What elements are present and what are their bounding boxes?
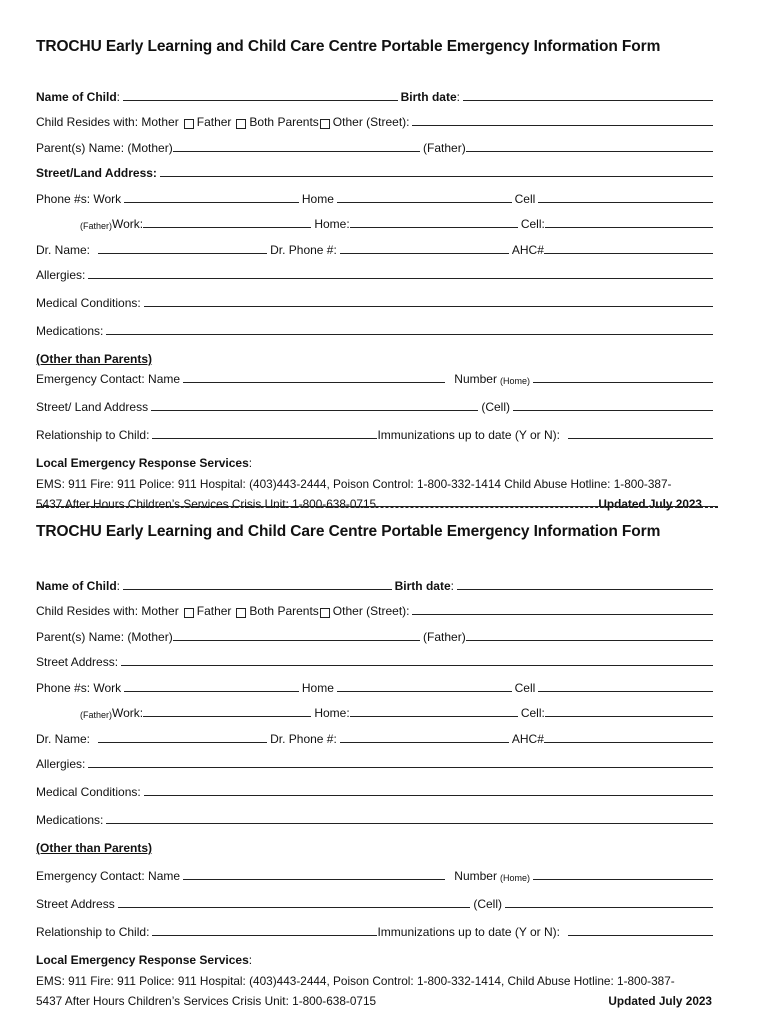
both-parents-checkbox[interactable]	[236, 608, 246, 618]
ahc-label: AHC#	[511, 242, 544, 257]
dr-name-label: Dr. Name:	[36, 731, 91, 746]
emergency-contact-row	[36, 855, 716, 883]
local-emergency-heading: Local Emergency Response Services	[36, 953, 249, 967]
local-emergency-row: Local Emergency Response Services :	[36, 456, 253, 470]
relationship-label: Relationship to Child:	[36, 428, 150, 442]
medications-row	[36, 799, 716, 827]
medications-field[interactable]	[106, 823, 713, 824]
medications-label: Medications:	[36, 324, 104, 338]
other-street-label: Other (Street):	[332, 604, 410, 618]
child-name-field[interactable]	[123, 100, 398, 101]
allergies-label: Allergies:	[36, 268, 86, 282]
phone-work-label: Phone #s: Work	[36, 191, 122, 206]
dr-name-label: Dr. Name:	[36, 242, 91, 257]
home-phone-field[interactable]	[337, 202, 512, 203]
birth-date-field[interactable]	[463, 100, 713, 101]
services-line-1: EMS: 911 Fire: 911 Police: 911 Hospital: (403)443-2444, Poison Control: 1-800-332-1414 Child Abuse Hotline: 1-800-387-	[36, 477, 672, 491]
emergency-address-row	[36, 883, 716, 911]
relationship-label: Relationship to Child:	[36, 925, 150, 939]
dr-phone-field[interactable]	[340, 742, 509, 743]
child-name-row: Name of Child : Birth date :	[36, 78, 716, 104]
other-street-field[interactable]	[412, 125, 713, 126]
ahc-field[interactable]	[544, 742, 713, 743]
allergies-row	[36, 257, 716, 283]
doctor-row	[36, 231, 716, 257]
dr-name-field[interactable]	[98, 253, 267, 254]
father-checkbox[interactable]	[184, 119, 194, 129]
other-than-parents-heading: (Other than Parents)	[36, 352, 153, 366]
medications-field[interactable]	[106, 334, 713, 335]
father-work-field[interactable]	[143, 227, 311, 228]
emergency-number-field[interactable]	[533, 382, 713, 383]
address-field[interactable]	[160, 176, 713, 177]
emergency-form-top	[36, 38, 716, 514]
home-label: Home	[301, 191, 334, 206]
address-field[interactable]	[121, 665, 713, 666]
medical-conditions-field[interactable]	[144, 795, 713, 796]
emergency-contact-label: Emergency Contact: Name	[36, 869, 181, 883]
home-label: Home	[301, 680, 334, 695]
allergies-field[interactable]	[88, 278, 713, 279]
child-name-row: Name of Child : Birth date :	[36, 567, 716, 593]
parents-name-row	[36, 129, 716, 155]
father-label: Father	[196, 115, 232, 129]
medical-conditions-row	[36, 771, 716, 799]
both-parents-label: Both Parents	[249, 604, 319, 618]
emergency-cell-label: (Cell)	[473, 897, 502, 911]
father-home-label: Home:	[314, 706, 350, 720]
home-small-label: (Home)	[499, 376, 530, 386]
father-label: Father	[196, 604, 232, 618]
updated-date: Updated July 2023	[608, 994, 712, 1008]
mother-name-label: Parent(s) Name: (Mother)	[36, 140, 173, 155]
allergies-row	[36, 746, 716, 772]
cell-label: Cell	[514, 191, 536, 206]
emergency-street-label: Street Address	[36, 897, 115, 911]
dr-phone-label: Dr. Phone #:	[270, 731, 337, 746]
services-block	[36, 474, 716, 514]
father-cell-field[interactable]	[545, 716, 713, 717]
father-home-field[interactable]	[350, 716, 518, 717]
local-emergency-row: Local Emergency Response Services :	[36, 953, 253, 967]
local-emergency-heading: Local Emergency Response Services	[36, 456, 249, 470]
ahc-field[interactable]	[544, 253, 713, 254]
name-of-child-label: Name of Child	[36, 89, 117, 104]
father-work-label: Work:	[112, 706, 144, 720]
father-home-field[interactable]	[350, 227, 518, 228]
work-phone-field[interactable]	[124, 691, 299, 692]
medications-label: Medications:	[36, 813, 104, 827]
other-than-parents-row	[36, 827, 716, 855]
cell-phone-field[interactable]	[538, 691, 713, 692]
emergency-cell-field[interactable]	[513, 410, 713, 411]
emergency-street-field[interactable]	[151, 410, 478, 411]
relationship-row	[36, 414, 716, 442]
phone-work-label: Phone #s: Work	[36, 680, 122, 695]
resides-with-label: Child Resides with: Mother	[36, 115, 179, 129]
home-phone-field[interactable]	[337, 691, 512, 692]
child-name-field[interactable]	[123, 589, 392, 590]
number-label: Number	[454, 869, 497, 883]
medical-conditions-row	[36, 282, 716, 310]
cut-line-divider	[36, 507, 718, 508]
updated-date: Updated July 2023	[598, 497, 702, 511]
other-than-parents-row	[36, 338, 716, 366]
father-checkbox[interactable]	[184, 608, 194, 618]
mother-name-field[interactable]	[173, 151, 420, 152]
father-home-label: Home:	[314, 217, 350, 231]
father-work-label: Work:	[112, 217, 144, 231]
other-street-field[interactable]	[412, 614, 713, 615]
medical-conditions-label: Medical Conditions:	[36, 785, 141, 799]
emergency-cell-label: (Cell)	[481, 400, 510, 414]
emergency-address-row	[36, 386, 716, 414]
street-address-label: Street Address:	[36, 655, 119, 669]
father-work-field[interactable]	[143, 716, 311, 717]
cell-label: Cell	[514, 680, 536, 695]
phone-row	[36, 669, 716, 695]
both-parents-label: Both Parents	[249, 115, 319, 129]
name-of-child-label: Name of Child	[36, 578, 117, 593]
cell-phone-field[interactable]	[538, 202, 713, 203]
address-row	[36, 155, 716, 181]
number-label: Number	[454, 372, 497, 386]
parents-name-row	[36, 618, 716, 644]
immunizations-field[interactable]	[568, 438, 713, 439]
emergency-number-field[interactable]	[533, 879, 713, 880]
allergies-field[interactable]	[88, 767, 713, 768]
dr-name-field[interactable]	[98, 742, 267, 743]
dr-phone-field[interactable]	[340, 253, 509, 254]
father-cell-label: Cell:	[520, 706, 545, 720]
street-land-address-label: Street/Land Address:	[36, 166, 157, 180]
resides-with-label: Child Resides with: Mother	[36, 604, 179, 618]
form-title: TROCHU Early Learning and Child Care Centre Portable Emergency Information Form	[36, 38, 661, 55]
other-checkbox[interactable]	[320, 119, 330, 129]
form-title: TROCHU Early Learning and Child Care Centre Portable Emergency Information Form	[36, 523, 661, 540]
services-line-2: 5437 After Hours Children’s Services Crisis Unit: 1-800-638-0715	[36, 497, 377, 511]
emergency-cell-field[interactable]	[505, 907, 713, 908]
emergency-contact-field[interactable]	[183, 382, 445, 383]
relationship-field[interactable]	[152, 935, 377, 936]
birth-date-field[interactable]	[457, 589, 713, 590]
work-phone-field[interactable]	[124, 202, 299, 203]
relationship-row	[36, 911, 716, 939]
mother-name-label: Parent(s) Name: (Mother)	[36, 629, 173, 644]
both-parents-checkbox[interactable]	[236, 119, 246, 129]
dr-phone-label: Dr. Phone #:	[270, 242, 337, 257]
immunizations-label: Immunizations up to date (Y or N):	[377, 428, 560, 442]
father-name-field[interactable]	[466, 151, 713, 152]
resides-row	[36, 593, 716, 619]
emergency-contact-label: Emergency Contact: Name	[36, 372, 181, 386]
immunizations-label: Immunizations up to date (Y or N):	[377, 925, 560, 939]
other-street-label: Other (Street):	[332, 115, 410, 129]
emergency-form-bottom	[36, 523, 716, 1011]
home-small-label: (Home)	[499, 873, 530, 883]
birth-date-label: Birth date	[394, 578, 451, 593]
father-prefix-label: (Father)	[80, 221, 113, 231]
father-phone-row	[36, 206, 716, 232]
services-line-1: EMS: 911 Fire: 911 Police: 911 Hospital: (403)443-2444, Poison Control: 1-800-332-1414, Child Abuse Hotline: 1-800-387-	[36, 974, 675, 988]
mother-name-field[interactable]	[173, 640, 420, 641]
resides-row	[36, 104, 716, 130]
father-name-label: (Father)	[423, 140, 466, 155]
services-line-2: 5437 After Hours Children’s Services Crisis Unit: 1-800-638-0715	[36, 994, 377, 1008]
address-row	[36, 644, 716, 670]
allergies-label: Allergies:	[36, 757, 86, 771]
other-than-parents-heading: (Other than Parents)	[36, 841, 153, 855]
phone-row	[36, 180, 716, 206]
father-name-label: (Father)	[423, 629, 466, 644]
emergency-contact-row	[36, 366, 716, 386]
doctor-row	[36, 720, 716, 746]
immunizations-field[interactable]	[568, 935, 713, 936]
services-block	[36, 971, 716, 1011]
father-cell-field[interactable]	[545, 227, 713, 228]
father-name-field[interactable]	[466, 640, 713, 641]
father-phone-row	[36, 695, 716, 721]
father-prefix-label: (Father)	[80, 710, 113, 720]
ahc-label: AHC#	[511, 731, 544, 746]
emergency-street-field[interactable]	[118, 907, 471, 908]
other-checkbox[interactable]	[320, 608, 330, 618]
medical-conditions-label: Medical Conditions:	[36, 296, 141, 310]
emergency-street-label: Street/ Land Address	[36, 400, 149, 414]
medical-conditions-field[interactable]	[144, 306, 713, 307]
birth-date-label: Birth date	[400, 89, 457, 104]
relationship-field[interactable]	[152, 438, 377, 439]
father-cell-label: Cell:	[520, 217, 545, 231]
medications-row	[36, 310, 716, 338]
emergency-contact-field[interactable]	[183, 879, 445, 880]
